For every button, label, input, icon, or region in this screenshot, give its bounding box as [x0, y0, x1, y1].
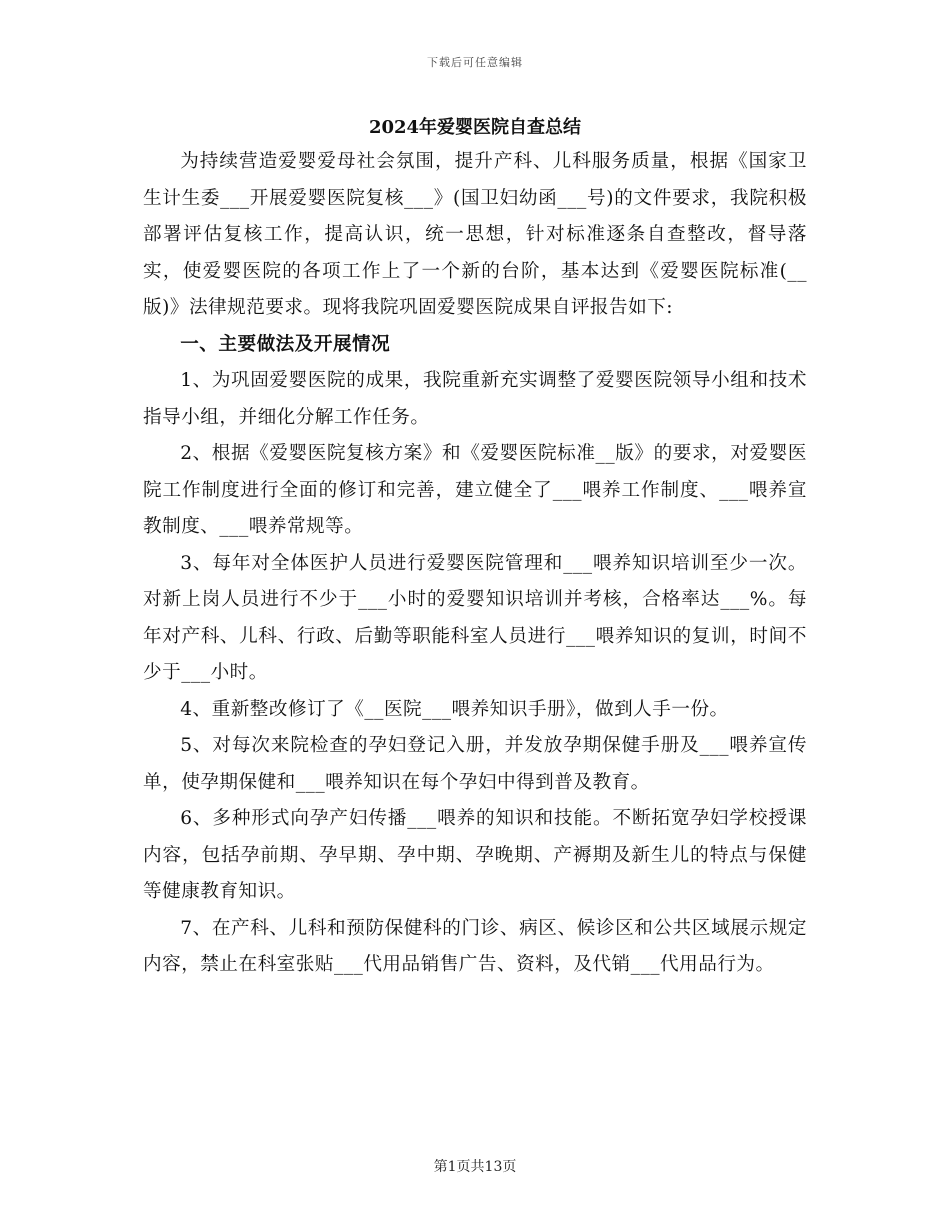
page-number: 第1页共13页	[433, 1159, 517, 1175]
body-paragraph: 2、根据《爱婴医院复核方案》和《爱婴医院标准__版》的要求，对爱婴医院工作制度进行全面的修订和完善，建立健全了___喂养工作制度、___喂养宣教制度、___喂养常规等。	[143, 443, 807, 537]
body-paragraph: 1、为巩固爱婴医院的成果，我院重新充实调整了爱婴医院领导小组和技术指导小组，并细化分解工作任务。	[143, 370, 807, 428]
body-paragraph: 4、重新整改修订了《__医院___喂养知识手册》，做到人手一份。	[180, 698, 729, 720]
section-heading: 一、主要做法及开展情况	[180, 333, 391, 355]
page-header-note: 下载后可任意编辑	[427, 56, 523, 69]
intro-paragraph: 为持续营造爱婴爱母社会氛围，提升产科、儿科服务质量，根据《国家卫生计生委___开展爱婴医院复核___》(国卫妇幼函___号)的文件要求，我院积极部署评估复核工作，提高认识，统一思想，针对标准逐条自查整改，督导落实，使爱婴医院的各项工作上了一个新的台阶，基本达到《爱婴医院标准(__版)》法律规范要求。现将我院巩固爱婴医院成果自评报告如下:	[143, 151, 807, 318]
body-paragraph: 7、在产科、儿科和预防保健科的门诊、病区、候诊区和公共区域展示规定内容，禁止在科室张贴___代用品销售广告、资料，及代销___代用品行为。	[143, 917, 807, 975]
document-title: 2024年爱婴医院自查总结	[368, 117, 582, 138]
document-body	[143, 144, 807, 984]
body-paragraph: 3、每年对全体医护人员进行爱婴医院管理和___喂养知识培训至少一次。对新上岗人员进行不少于___小时的爱婴知识培训并考核，合格率达___%。每年对产科、儿科、行政、后勤等职能科室人员进行___喂养知识的复训，时间不少于___小时。	[143, 552, 807, 683]
body-paragraph: 6、多种形式向孕产妇传播___喂养的知识和技能。不断拓宽孕妇学校授课内容，包括孕前期、孕早期、孕中期、孕晚期、产褥期及新生儿的特点与保健等健康教育知识。	[143, 808, 807, 902]
body-paragraph: 5、对每次来院检查的孕妇登记入册，并发放孕期保健手册及___喂养宣传单，使孕期保健和___喂养知识在每个孕妇中得到普及教育。	[143, 735, 807, 793]
